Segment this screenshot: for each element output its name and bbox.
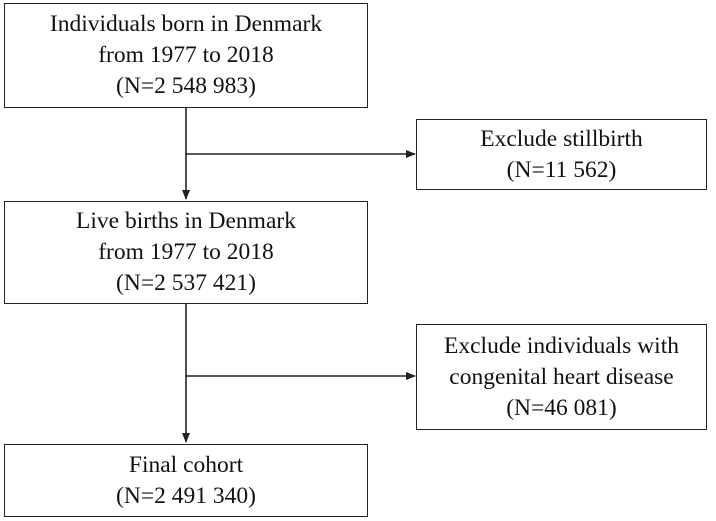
box-individuals-born bbox=[4, 3, 368, 108]
box-final-cohort bbox=[4, 444, 368, 517]
box-born-line3: (N=2 548 983) bbox=[116, 73, 256, 99]
box-stillbirth-line2: (N=11 562) bbox=[506, 156, 617, 183]
box-final-line2: (N=2 491 340) bbox=[116, 482, 256, 509]
box-live-line1: Live births in Denmark bbox=[76, 208, 296, 234]
box-chd-line3: (N=46 081) bbox=[506, 394, 617, 421]
box-chd-line2: congenital heart disease bbox=[449, 363, 674, 390]
box-live-line2: from 1977 to 2018 bbox=[98, 239, 274, 265]
box-exclude-stillbirth bbox=[416, 119, 707, 190]
box-chd-line1: Exclude individuals with bbox=[444, 332, 679, 359]
box-live-births bbox=[4, 201, 368, 304]
box-born-line2: from 1977 to 2018 bbox=[98, 42, 274, 68]
box-live-line3: (N=2 537 421) bbox=[116, 270, 256, 296]
box-final-line1: Final cohort bbox=[128, 451, 244, 478]
box-exclude-chd bbox=[416, 324, 707, 430]
box-born-line1: Individuals born in Denmark bbox=[49, 11, 323, 37]
box-stillbirth-line1: Exclude stillbirth bbox=[480, 125, 643, 152]
